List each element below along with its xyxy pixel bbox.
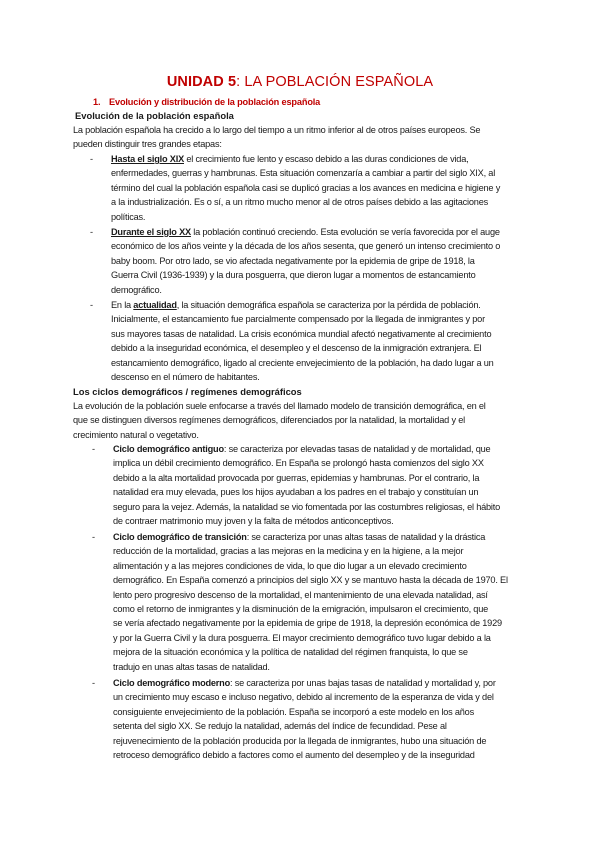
item-prefix: En la bbox=[111, 300, 134, 310]
list-dash: - bbox=[92, 678, 95, 688]
item-text: implica un débil crecimiento demográfico. En España se prolongó hasta comienzos del siglo XX bbox=[113, 458, 484, 469]
item-text: económico de los años veinte y la década de los años sesenta, que generó un intenso crecimiento o bbox=[111, 241, 501, 252]
item-text: tradujo en unas altas tasas de natalidad. bbox=[113, 661, 270, 672]
item-text: lento pero progresivo descenso de la mortalidad, el mantenimiento de una elevada natalidad, así bbox=[113, 589, 488, 600]
item-lead: Ciclo demográfico antiguo bbox=[113, 444, 224, 454]
intro-line: La población española ha crecido a lo largo del tiempo a un ritmo inferior al de otros países europeos. Se bbox=[73, 125, 481, 135]
item-text: baby boom. Por otro lado, se vio afectada negativamente por la epidemia de gripe de 1918, la bbox=[111, 255, 475, 266]
title-unit: UNIDAD 5 bbox=[166, 74, 237, 90]
item-text: : se caracteriza por elevadas tasas de natalidad y de mortalidad, que bbox=[223, 444, 491, 454]
subheading-ciclos: Los ciclos demográficos / regímenes demográficos bbox=[73, 386, 302, 397]
list-dash: - bbox=[92, 532, 95, 542]
intro-line: pueden distinguir tres grandes etapas: bbox=[73, 139, 222, 150]
intro-line: que se distinguen diversos regímenes demográficos, diferenciados por la natalidad, la mortalidad y el bbox=[73, 415, 465, 426]
list-dash: - bbox=[92, 444, 95, 454]
item-text: estancamiento demográfico, ligado al creciente envejecimiento de la población, ha dado lugar a un bbox=[111, 357, 494, 368]
list-dash: - bbox=[90, 300, 93, 310]
intro-evolucion bbox=[73, 123, 533, 152]
title-topic: : LA POBLACIÓN ESPAÑOLA bbox=[236, 74, 434, 90]
item-lead: actualidad bbox=[133, 300, 177, 310]
item-lead: Ciclo demográfico moderno bbox=[113, 678, 231, 688]
subheading-evolucion: Evolución de la población española bbox=[75, 110, 234, 121]
item-text: de contraer matrimonio muy joven y la falta de métodos anticonceptivos. bbox=[113, 516, 394, 527]
item-text: demográfico. En España comenzó a principios del siglo XX y se mantuvo hasta la década de 1970. El bbox=[113, 575, 508, 586]
item-lead: Ciclo demográfico de transición bbox=[113, 532, 247, 542]
item-text: a la industrialización. Es o sí, a un ritmo mucho menor al de otros países debido a las agitaciones bbox=[111, 197, 489, 208]
item-text: alimentación y a las mejores condiciones de vida, lo que dio lugar a un elevado crecimiento bbox=[113, 560, 467, 571]
item-lead: Durante el siglo XX bbox=[111, 227, 191, 237]
intro-line: crecimiento natural o vegetativo. bbox=[73, 429, 199, 440]
item-text: Inicialmente, el estancamiento fue parcialmente compensado por la llegada de inmigrantes y por bbox=[111, 314, 485, 325]
item-text: descenso en el número de habitantes. bbox=[111, 372, 260, 383]
intro-line: La evolución de la población suele enfocarse a través del llamado modelo de transición demográfica, en el bbox=[73, 401, 486, 411]
item-text: : se caracteriza por unas bajas tasas de natalidad y mortalidad y, por bbox=[230, 678, 496, 688]
item-text: término del cual la población española casi se duplicó gracias a los avances en medicina e higiene y bbox=[111, 182, 501, 193]
item-text: mejora de la situación económica y la política de natalidad del régimen franquista, lo que se bbox=[113, 647, 468, 658]
item-text: consiguiente envejecimiento de la población. España se incorporó a este modelo en los años bbox=[113, 706, 474, 717]
section-heading bbox=[93, 97, 320, 107]
item-text: la población continuó creciendo. Esta evolución se vería favorecida por el auge bbox=[190, 227, 500, 237]
item-text: Guerra Civil (1936-1939) y la dura posguerra, que dieron lugar a momentos de estancamiento bbox=[111, 270, 476, 281]
item-text: reducción de la mortalidad, gracias a las mejoras en la medicina y en la higiene, a la mejor bbox=[113, 546, 464, 557]
item-text: debido a la alta mortalidad provocada por guerras, epidemias y hambrunas. Por el contrario, la bbox=[113, 472, 480, 483]
section-label: Evolución y distribución de la población española bbox=[109, 97, 321, 107]
item-text: y por la Guerra Civil y la dura posguerra. El mayor crecimiento demográfico tuvo lugar debido a la bbox=[113, 632, 491, 643]
list-dash: - bbox=[90, 154, 93, 164]
list-dash: - bbox=[90, 227, 93, 237]
item-text: setenta del siglo XX. Se redujo la natalidad, además del índice de fecundidad. Pese al bbox=[113, 721, 447, 732]
item-text: debido a la inseguridad económica, el desempleo y el descenso de la inmigración extranjera. El bbox=[111, 343, 482, 354]
section-number: 1. bbox=[93, 97, 101, 107]
item-text: natalidad era muy elevada, pues los hijos ayudaban a los padres en el trabajo y constituían un bbox=[113, 487, 479, 498]
item-text: el crecimiento fue lento y escaso debido a las duras condiciones de vida, bbox=[184, 154, 469, 164]
intro-ciclos bbox=[73, 399, 533, 442]
item-text: rejuvenecimiento de la población producida por la llegada de inmigrantes, hubo una situación de bbox=[113, 735, 487, 746]
item-text: , la situación demográfica española se caracteriza por la pérdida de población. bbox=[176, 300, 481, 310]
item-text: políticas. bbox=[111, 211, 146, 222]
item-text: se vería afectado negativamente por la epidemia de gripe de 1918, la depresión económica de 1929 bbox=[113, 618, 502, 629]
item-lead: Hasta el siglo XIX bbox=[111, 154, 184, 164]
item-text: sus mayores tasas de natalidad. La crisis económica mundial afectó negativamente al crecimiento bbox=[111, 328, 492, 339]
item-text: retroceso demográfico debido a factores como el aumento del desempleo y de la inseguridad bbox=[113, 750, 475, 761]
item-text: un crecimiento muy escaso e incluso negativo, debido al incremento de la esperanza de vida y del bbox=[113, 692, 494, 703]
page-title bbox=[0, 74, 600, 90]
item-text: como el retorno de inmigrantes y la disminución de la emigración, impulsaron el crecimiento, que bbox=[113, 604, 489, 615]
item-text: : se caracteriza por unas altas tasas de natalidad y la drástica bbox=[246, 532, 486, 542]
item-text: seguro para la vejez. Además, la natalidad se vio fomentada por las costumbres religiosas, el hábito bbox=[113, 501, 501, 512]
item-text: demográfico. bbox=[111, 284, 162, 295]
item-text: enfermedades, guerras y hambrunas. Esta situación comenzaría a cambiar a partir del siglo XIX, al bbox=[111, 168, 496, 179]
